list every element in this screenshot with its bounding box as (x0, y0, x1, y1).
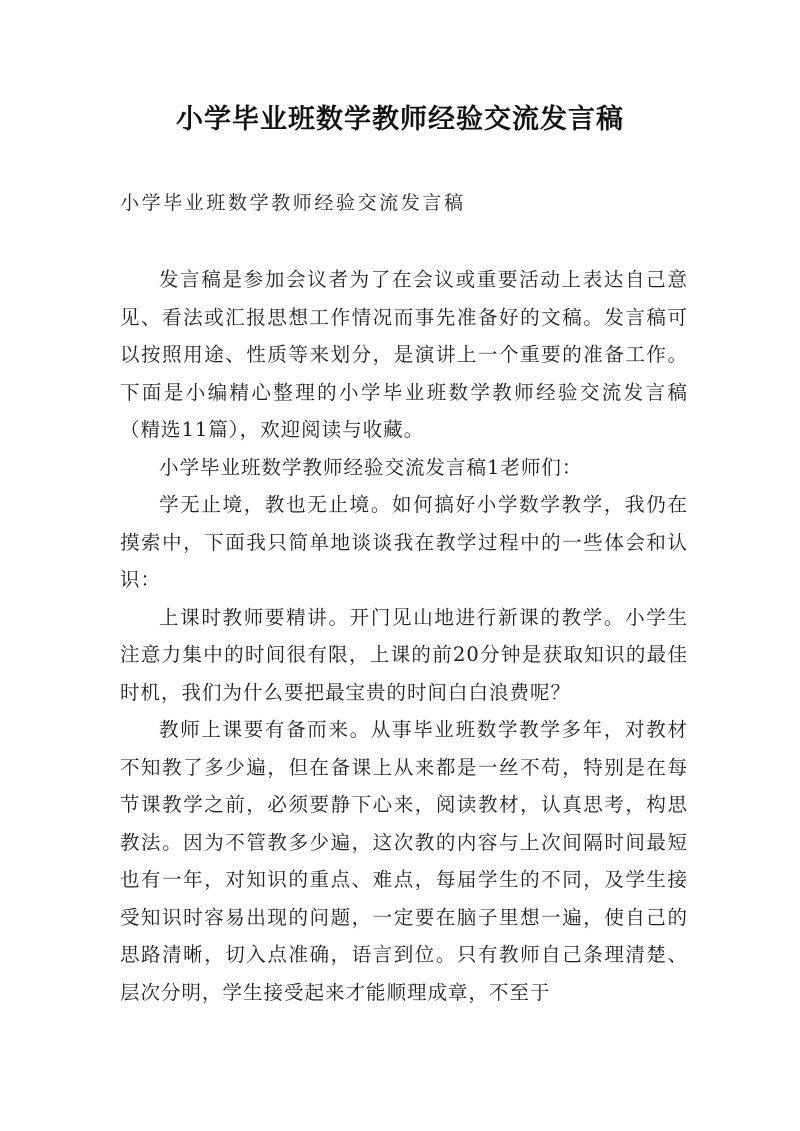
page-title: 小学毕业班数学教师经验交流发言稿 (176, 104, 624, 135)
paragraph-learning: 学无止境，教也无止境。如何搞好小学数学教学，我仍在摸索中，下面我只简单地谈谈我在教学过程中的一些体会和认识： (120, 493, 688, 591)
paragraph-preparation: 教师上课要有备而来。从事毕业班数学教学多年，对教材不知教了多少遍，但在备课上从来都是一丝不苟，特别是在每节课教学之前，必须要静下心来，阅读教材，认真思考，构思教法。因为不管教多少遍，这次教的内容与上次间隔时间最短也有一年，对知识的重点、难点，每届学生的不同，及学生接受知识时容易出现的问题，一定要在脑子里想一遍，使自己的思路清晰，切入点准确，语言到位。只有教师自己条理清楚、层次分明，学生接受起来才能顺理成章，不至于 (120, 718, 688, 1004)
document-body (120, 261, 688, 1011)
document-subtitle: 小学毕业班数学教师经验交流发言稿 (120, 192, 466, 214)
paragraph-intro: 发言稿是参加会议者为了在会议或重要活动上表达自己意见、看法或汇报思想工作情况而事先准备好的文稿。发言稿可以按照用途、性质等来划分，是演讲上一个重要的准备工作。下面是小编精心整理的小学毕业班数学教师经验交流发言稿（精选11篇），欢迎阅读与收藏。 (120, 268, 688, 441)
paragraph-speech-heading: 小学毕业班数学教师经验交流发言稿1老师们： (159, 455, 583, 479)
paragraph-lecture: 上课时教师要精讲。开门见山地进行新课的教学。小学生注意力集中的时间很有限，上课的前20分钟是获取知识的最佳时机，我们为什么要把最宝贵的时间白白浪费呢？ (120, 605, 688, 704)
